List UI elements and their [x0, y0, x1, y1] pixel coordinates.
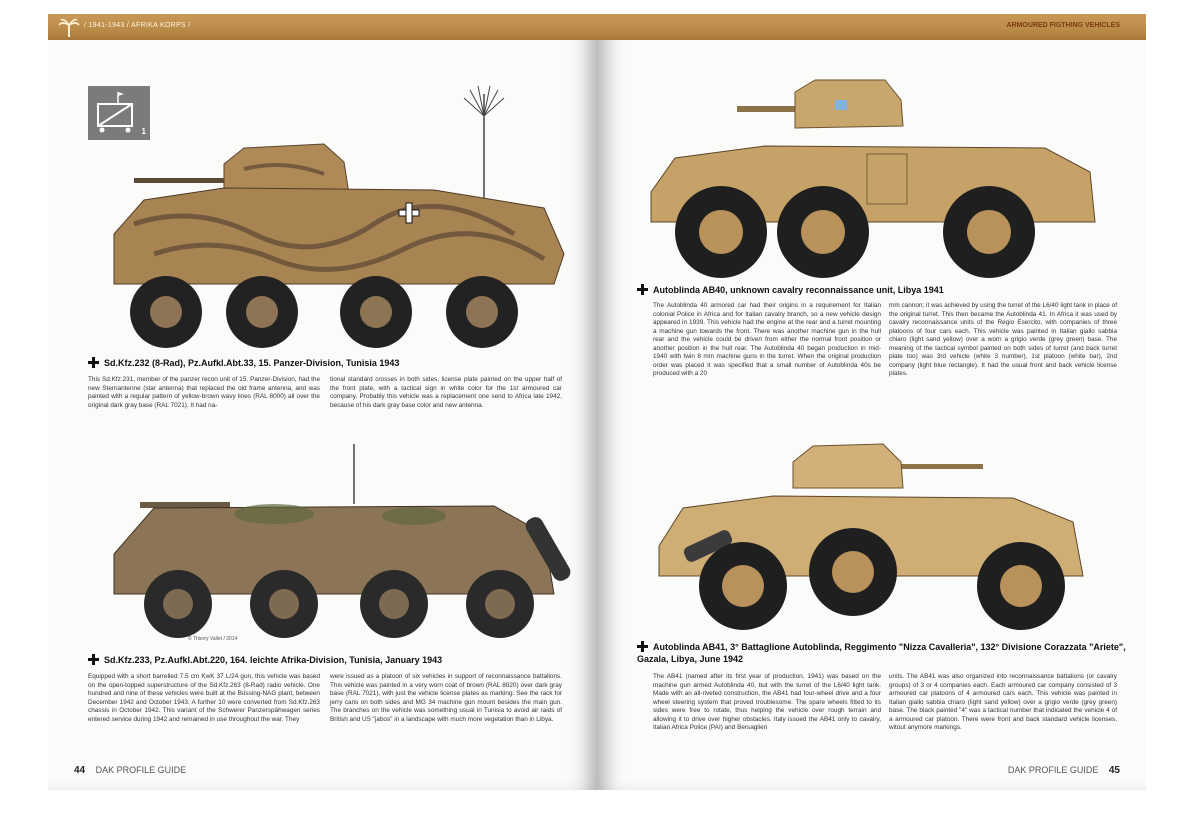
- footer-title-right: DAK PROFILE GUIDE: [1007, 765, 1099, 775]
- footer-right: [1008, 765, 1120, 776]
- balkenkreuz-icon: [637, 641, 648, 652]
- page-number-right: 45: [1108, 765, 1120, 776]
- body-text-ab41-col1: The AB41 (named after its first year of production, 1941) was based on the machine gun armed Autoblinda 40, but with the turret of the L6/40 light tank. Made with an all-riveted construction, the AB41 had four-wheel drive and a four wheel steering system that proved troublesome. The spare wheels fitted to its sides were free to rotate, thus helping the vehicle over rough terrain and allowing it to drive over higher obstacles. Italy issued the AB41 only to cavalry, Italian Africa Police (PAI) and Bersaglieri: [653, 673, 881, 731]
- vehicle-illustration-ab40: [645, 62, 1115, 287]
- caption-ab40: Autoblinda AB40, unknown cavalry reconnaissance unit, Libya 1941: [637, 284, 1137, 296]
- caption-sdkfz233: Sd.Kfz.233, Pz.Aufkl.Abt.220, 164. leichte Afrika-Division, Tunisia, January 1943: [88, 654, 588, 666]
- left-page: [48, 14, 597, 790]
- tactical-number: 1: [141, 127, 146, 136]
- footer-title-left: DAK PROFILE GUIDE: [95, 765, 187, 775]
- caption-ab41: Autoblinda AB41, 3° Battaglione Autoblinda, Reggimento "Nizza Cavalleria", 132° Divisione Corazzata "Ariete", Gazala, Libya, June 1942: [637, 642, 1126, 664]
- body-text-ab41-col2: units. The AB41 was also organized into reconnaissance battalions (or cavalry groups) of 3 or 4 companies each. Each armoured car company consisted of 3 armoured car platoons of 4 armoured cars each. This vehicle was painted in Italian giallo sabbia chiaro (light sand yellow) over a grigio verde (grey green) base. The black painted "4" was a tactical number that indicated the vehicle 4 of a armoured car platoon. There were front and back standard vehicle licenses, witout anymore markings.: [889, 673, 1117, 731]
- balkenkreuz-icon: [88, 654, 99, 665]
- body-text-sdkfz233-col2: were issued as a platoon of six vehicles in support of reconnaissance battalions. This vehicle was painted in a very worn coat of brown (RAL 8020) over dark gray base (RAL 7021), with just the vehicle license plates as marking. See the rack for jerry cans on both sides and MG 34 machine gun mount besides the main gun. The branches on the vehicle was something usual in Tunisia to avoid air raids of British and US "jabos" in a landscape with much more vegetation than in Libya.: [330, 673, 562, 723]
- illustration-credit: © Thierry Vallet / 2014: [188, 636, 238, 642]
- header-band: [597, 14, 1146, 40]
- body-text-sdkfz232-col2: tional standard crosses in both sides, license plate painted on the upper half of the front plate, with a tactical sign in white color for the 1st armoured car company. Probably this vehicle was a replacement one send to Africa late 1942, because of his dark gray base color and new antenna.: [330, 376, 562, 409]
- body-text-sdkfz233-col1: Equipped with a short barrelled 7.5 cm KwK 37 L/24 gun, this vehicle was based on the open-topped superstructure of the Sd.Kfz.263 (8-Rad) radio vehicle. One hundred and nine of these vehicles were built at the Büssing-NAG plant, between December 1942 and October 1943. A further 10 were converted from Sd.Kfz.263 chassis in October 1942. This variant of the Schwerer Panzerspähwagen series entered service during 1942 and remained in use throughout the war. They: [88, 673, 320, 723]
- vehicle-illustration-sdkfz233: [74, 444, 594, 644]
- vehicle-illustration-sdkfz232: [74, 84, 574, 354]
- balkenkreuz-icon: [88, 357, 99, 368]
- magazine-spread: [48, 14, 1146, 790]
- body-text-ab40-col2: mm cannon; it was achieved by using the turret of the L6/40 light tank in place of the original turret. This then became the Autoblinda 41. In Africa it was used by cavalry reconnaissance units of the Regio Esercito, with companies of three platoons of four cars each. This vehicle was painted in Italian giallo sabbia chiaro (light sand yellow) over a worn a grigio verde (grey green) base. The meaning of the tactical symbol painted on both sides of turret (and back turret plate too) was 3rd vehicle (white 3 number), 1st platoon (white bar), 2nd company (light blue rectangle). It had the usual front and back vehicle license plates.: [889, 302, 1117, 377]
- body-text-ab40-col1: The Autoblinda 40 armored car had their origins in a requirement for Italian colonial Police in Africa and for Italian cavalry branch, so a new vehicle design appeared in 1939. This vehicle had the engine at the rear and a turret mounting a machine gun towards the front. There was another machine gun in the hull rear and the vehicle could be driven from either the normal front position or another position in the hull rear. The Autoblinda 40 began production in mid-1940 with twin 8 mm machine guns in the turret. When the original production order was placed it was specified that a small number of Autoblinda 40s be produced with a 20: [653, 302, 881, 377]
- caption-sdkfz232: Sd.Kfz.232 (8-Rad), Pz.Aufkl.Abt.33, 15. Panzer-Division, Tunisia 1943: [88, 357, 588, 369]
- body-text-sdkfz232-col1: This Sd.Kfz.231, member of the panzer recon unit of 15. Panzer-Division, had the new Sternantenne (star antenna) that replaced the old frame antenna, and was painted with a regular pattern of yellow-brown wavy lines (RAL 8000) all over the original dark gray base (RAL 7021). It had na-: [88, 376, 320, 409]
- balkenkreuz-icon: [637, 284, 648, 295]
- wheels: [675, 186, 1035, 278]
- right-page: [597, 14, 1146, 790]
- page-number-left: 44: [74, 765, 86, 776]
- header-band: [48, 14, 597, 40]
- section-title: ARMOURED FIGTHING VEHICLES: [1006, 22, 1120, 29]
- footer-left: [74, 765, 186, 776]
- palm-tree-icon: [58, 17, 80, 37]
- breadcrumb: / 1941-1943 / AFRIKA KORPS /: [84, 22, 191, 29]
- wheels: [130, 276, 518, 348]
- vehicle-illustration-ab41: [653, 426, 1113, 636]
